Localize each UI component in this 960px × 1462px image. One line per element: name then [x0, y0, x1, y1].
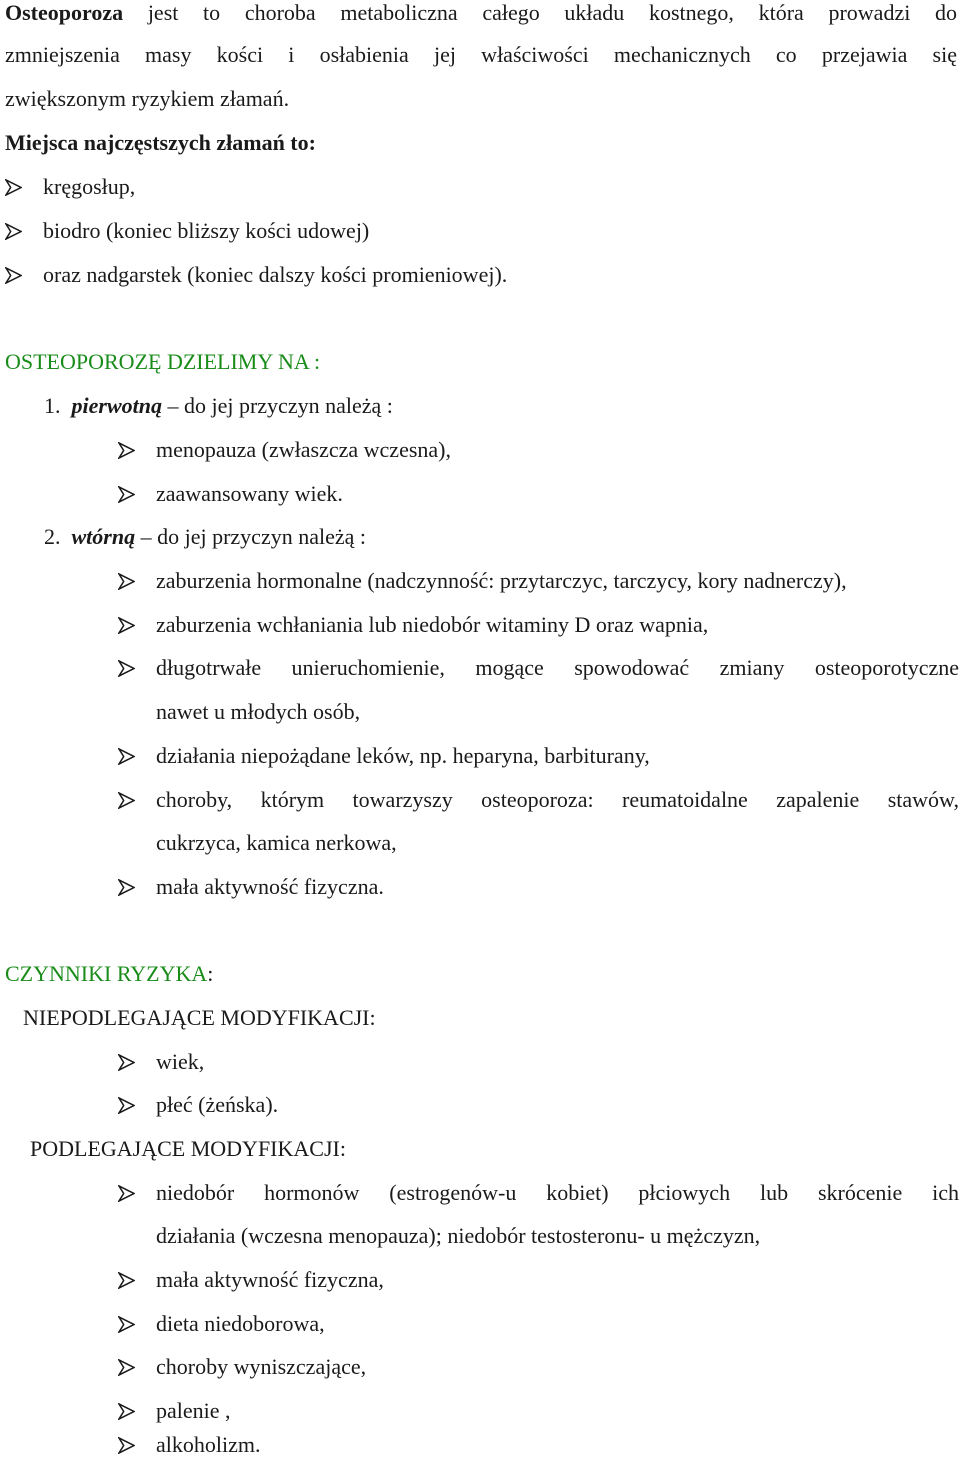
modifiable-heading-suffix: :: [339, 1136, 346, 1161]
primary-term: pierwotną: [71, 393, 162, 418]
modifiable-heading-text: PODLEGAJĄCE MODYFIKACJI: [30, 1136, 340, 1161]
secondary-cause-item-continuation: cukrzyca, kamica nerkowa,: [156, 830, 397, 855]
arrowhead-bullet-icon: [118, 442, 135, 459]
arrowhead-bullet-icon: [118, 792, 135, 809]
fracture-site-item: biodro (koniec bliższy kości udowej): [43, 218, 370, 243]
secondary-cause-item-continuation: nawet u młodych osób,: [156, 699, 361, 724]
modifiable-item: choroby wyniszczające,: [156, 1354, 367, 1379]
arrowhead-bullet-icon: [118, 486, 135, 503]
risk-factors-heading: [5, 961, 213, 987]
modifiable-heading: [30, 1136, 346, 1162]
arrowhead-bullet-icon: [118, 573, 135, 590]
primary-type-line: [44, 393, 393, 419]
arrowhead-bullet-icon: [118, 748, 135, 765]
arrowhead-bullet-icon: [118, 1403, 135, 1420]
arrowhead-bullet-icon: [5, 179, 22, 196]
risk-factors-heading-suffix: :: [207, 961, 214, 986]
arrowhead-bullet-icon: [118, 1097, 135, 1114]
primary-number: 1.: [44, 393, 61, 418]
arrowhead-bullet-icon: [118, 617, 135, 634]
secondary-type-line: [44, 524, 366, 550]
secondary-cause-item: zaburzenia wchłaniania lub niedobór witaminy D oraz wapnia,: [156, 612, 709, 637]
arrowhead-bullet-icon: [118, 660, 135, 677]
intro-line-3: zwiększonym ryzykiem złamań.: [5, 86, 290, 111]
modifiable-item: niedobór hormonów (estrogenów-u kobiet) płciowych lub skrócenie ich: [156, 1180, 959, 1205]
primary-cause-item: zaawansowany wiek.: [156, 481, 343, 506]
arrowhead-bullet-icon: [118, 1359, 135, 1376]
classification-heading-text: OSTEOPOROZĘ DZIELIMY NA: [5, 349, 309, 374]
arrowhead-bullet-icon: [118, 1316, 135, 1333]
secondary-cause-item: długotrwałe unieruchomienie, mogące spowodować zmiany osteoporotyczne: [156, 655, 959, 680]
arrowhead-bullet-icon: [118, 1185, 135, 1202]
intro-line-1-text: jest to choroba metaboliczna całego układu kostnego, która prowadzi do: [123, 0, 957, 25]
arrowhead-bullet-icon: [5, 267, 22, 284]
non-modifiable-item: wiek,: [156, 1049, 205, 1074]
secondary-rest: – do jej przyczyn należą :: [135, 524, 366, 549]
arrowhead-bullet-icon: [118, 1054, 135, 1071]
primary-cause-item: menopauza (zwłaszcza wczesna),: [156, 437, 451, 462]
secondary-cause-item: choroby, którym towarzyszy osteoporoza: reumatoidalne zapalenie stawów,: [156, 787, 959, 812]
fracture-site-item: kręgosłup,: [43, 174, 136, 199]
intro-line-1: [5, 0, 957, 26]
non-modifiable-heading: [23, 1005, 376, 1031]
fracture-sites-heading: [5, 130, 316, 156]
secondary-number: 2.: [44, 524, 61, 549]
classification-heading-suffix: :: [308, 349, 321, 374]
modifiable-item: mała aktywność fizyczna,: [156, 1267, 384, 1292]
modifiable-item: alkoholizm.: [156, 1432, 261, 1457]
classification-heading: [5, 349, 320, 375]
non-modifiable-heading-text: NIEPODLEGAJĄCE MODYFIKACJI: [23, 1005, 370, 1030]
primary-rest: – do jej przyczyn należą :: [161, 393, 393, 418]
secondary-term: wtórną: [71, 524, 136, 549]
non-modifiable-heading-suffix: :: [369, 1005, 376, 1030]
intro-line-2: zmniejszenia masy kości i osłabienia jej właściwości mechanicznych co przejawia się: [5, 42, 957, 67]
fracture-site-item: oraz nadgarstek (koniec dalszy kości promieniowej).: [43, 262, 508, 287]
modifiable-item: palenie ,: [156, 1398, 231, 1423]
intro-term: Osteoporoza: [5, 0, 124, 25]
modifiable-item-continuation: działania (wczesna menopauza); niedobór testosteronu- u mężczyzn,: [156, 1223, 761, 1248]
non-modifiable-item: płeć (żeńska).: [156, 1092, 279, 1117]
arrowhead-bullet-icon: [118, 1272, 135, 1289]
fracture-sites-heading-text: Miejsca najczęstszych złamań to:: [5, 130, 316, 155]
arrowhead-bullet-icon: [118, 1437, 135, 1454]
secondary-cause-item: mała aktywność fizyczna.: [156, 874, 384, 899]
arrowhead-bullet-icon: [118, 879, 135, 896]
secondary-cause-item: działania niepożądane leków, np. heparyna, barbiturany,: [156, 743, 650, 768]
secondary-cause-item: zaburzenia hormonalne (nadczynność: przytarczyc, tarczycy, kory nadnerczy),: [156, 568, 847, 593]
arrowhead-bullet-icon: [5, 223, 22, 240]
modifiable-item: dieta niedoborowa,: [156, 1311, 325, 1336]
risk-factors-heading-text: CZYNNIKI RYZYKA: [5, 961, 208, 986]
